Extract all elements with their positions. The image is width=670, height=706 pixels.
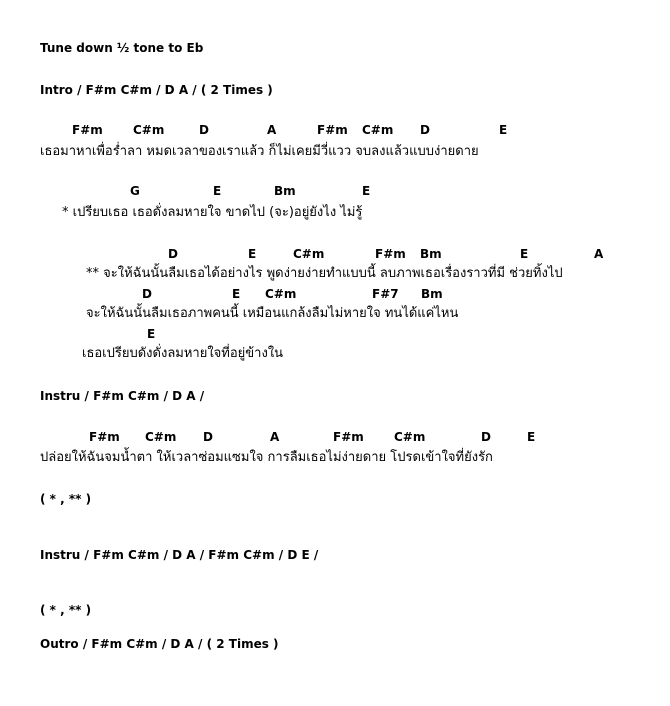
tuning-note: Tune down ½ tone to Eb	[40, 41, 204, 55]
chord: E	[520, 247, 529, 261]
lyric-line: ** จะให้ฉันนั้นลืมเธอได้อย่างไร พูดง่ายง่ายทำแบบนี้ ลบภาพเธอเรื่องราวที่มี ช่วยทิ้งไป	[86, 266, 563, 281]
chord: C#m	[133, 123, 165, 137]
chord: D	[142, 287, 152, 301]
chord: Bm	[420, 247, 442, 261]
chord: Bm	[274, 184, 296, 198]
chord: G	[130, 184, 140, 198]
lyric-line: จะให้ฉันนั้นลืมเธอภาพคนนี้ เหมือนแกล้งลืมไม่หายใจ ทนได้แค่ไหน	[86, 306, 459, 321]
lyric-line: ปล่อยให้ฉันจมน้ำตา ให้เวลาซ่อมแซมใจ การลืมเธอไม่ง่ายดาย โปรดเข้าใจที่ยังรัก	[40, 450, 493, 465]
chord: F#m	[333, 430, 364, 444]
chord: F#m	[375, 247, 406, 261]
chord: F#7	[372, 287, 399, 301]
chord: A	[267, 123, 277, 137]
chord: D	[168, 247, 178, 261]
repeat-marker-1: ( * , ** )	[40, 492, 92, 506]
chord: C#m	[394, 430, 426, 444]
chord: Bm	[421, 287, 443, 301]
lyric-line: เธอเปรียบดังดั่งลมหายใจที่อยู่ข้างใน	[82, 346, 284, 361]
chord: D	[199, 123, 209, 137]
chord: C#m	[293, 247, 325, 261]
chord: E	[499, 123, 508, 137]
chord: E	[147, 327, 156, 341]
chord: C#m	[145, 430, 177, 444]
chord: E	[527, 430, 536, 444]
chord: D	[203, 430, 213, 444]
outro-line: Outro / F#m C#m / D A / ( 2 Times )	[40, 637, 279, 651]
instru-line-1: Instru / F#m C#m / D A /	[40, 389, 205, 403]
chord: C#m	[362, 123, 394, 137]
chord: E	[362, 184, 371, 198]
chord: D	[420, 123, 430, 137]
lyric-line: * เปรียบเธอ เธอดั่งลมหายใจ ขาดไป (จะ)อยู่ยังไง ไม่รู้	[62, 205, 363, 220]
chord: C#m	[265, 287, 297, 301]
intro-line: Intro / F#m C#m / D A / ( 2 Times )	[40, 83, 273, 97]
chord: E	[232, 287, 241, 301]
instru-line-2: Instru / F#m C#m / D A / F#m C#m / D E /	[40, 548, 319, 562]
chord: F#m	[72, 123, 103, 137]
repeat-marker-2: ( * , ** )	[40, 603, 92, 617]
chord: E	[248, 247, 257, 261]
chord: F#m	[89, 430, 120, 444]
chord: D	[481, 430, 491, 444]
chord: A	[270, 430, 280, 444]
chord: F#m	[317, 123, 348, 137]
lyric-line: เธอมาหาเพื่อร่ำลา หมดเวลาของเราแล้ว ก็ไม่เคยมีวี่แวว จบลงแล้วแบบง่ายดาย	[40, 144, 479, 159]
chord: E	[213, 184, 222, 198]
chord: A	[594, 247, 604, 261]
